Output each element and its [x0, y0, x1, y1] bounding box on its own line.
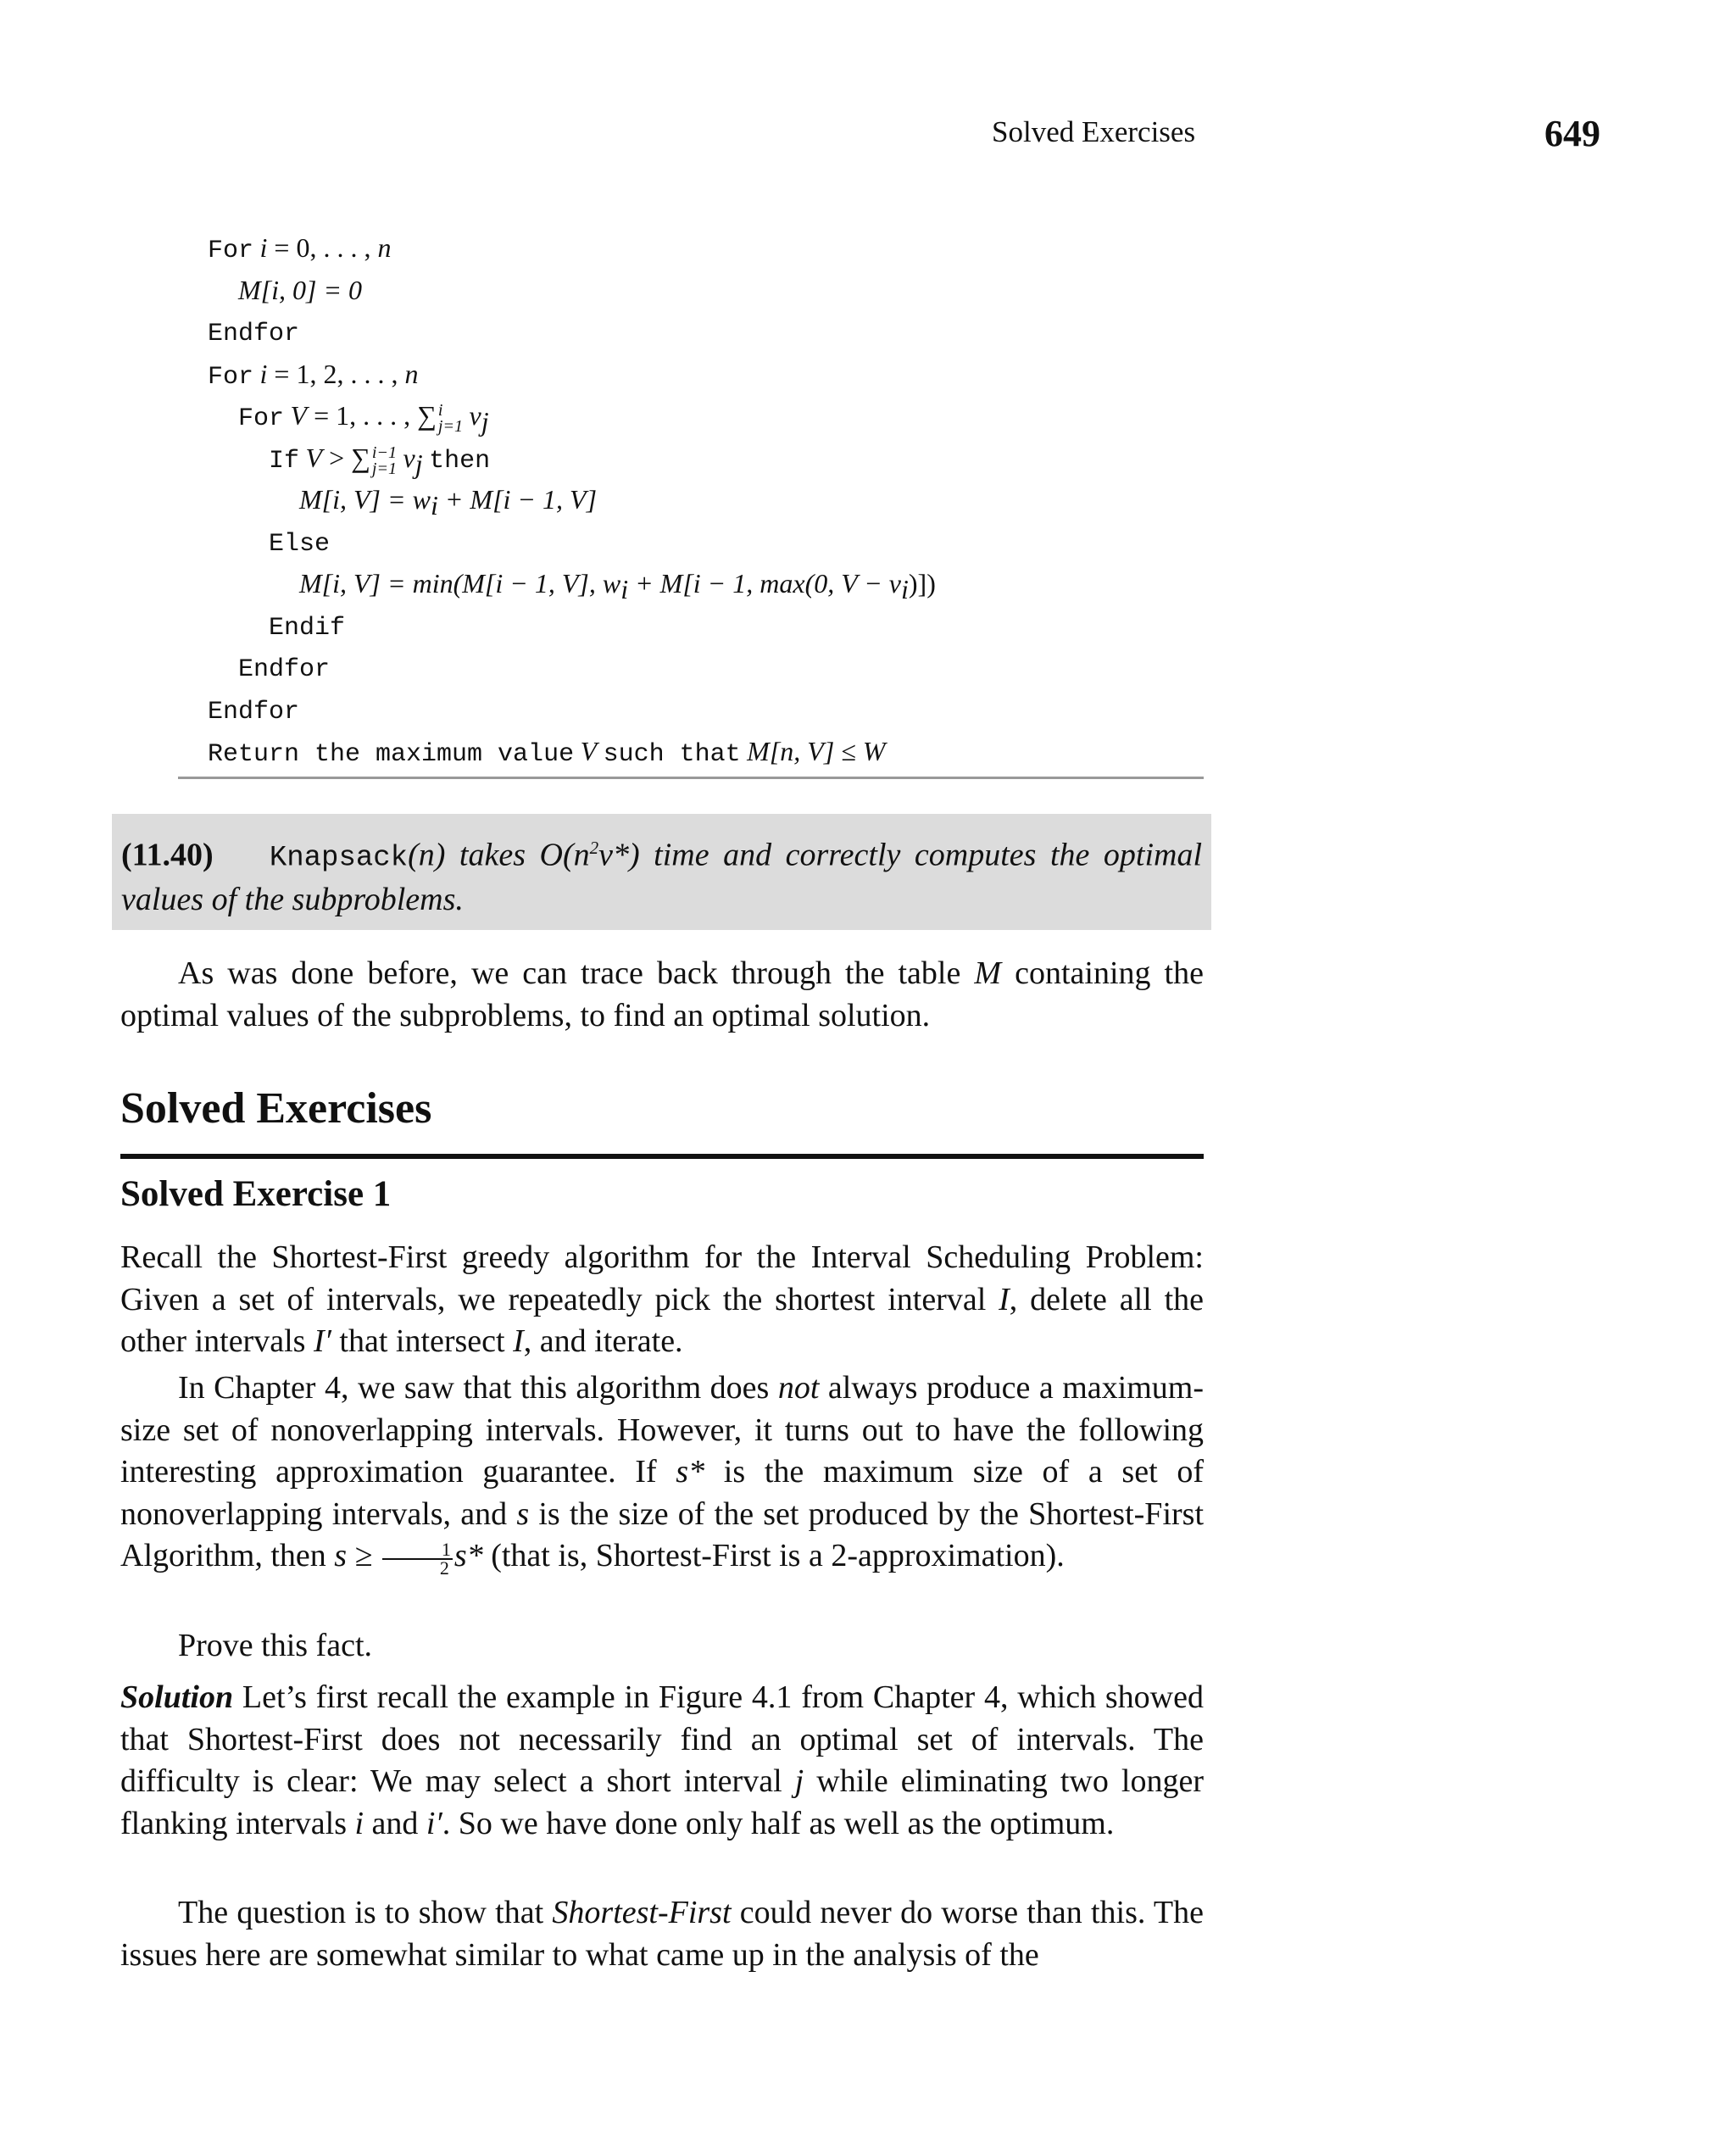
keyword: For: [208, 362, 254, 392]
code-line: Return the maximum value V such that M[n, V] ≤ W: [208, 736, 886, 769]
code-divider: [178, 777, 1204, 779]
fraction: $\frac{1}{2}$: [382, 1541, 453, 1577]
summation-symbol: ∑: [417, 400, 437, 431]
code-line: For i = 1, 2, . . . , n: [208, 358, 419, 392]
paragraph: The question is to show that Shortest-First could never do worse than this. The issues here are somewhat similar to what came up in the analysis of the: [120, 1895, 1204, 1973]
code-line: M[i, $V] = w_i + M[i - 1$, V]: [299, 484, 598, 521]
pseudocode-block: [208, 227, 1199, 773]
paragraph: In Chapter 4, we saw that this algorithm does not always produce a maximum-size set of nonoverlapping intervals. However, it turns out to have the following interesting approximation guarantee. If s* is the maximum size of a set of nonoverlapping intervals, and s is the size of the set produced by the Shortest-First Algorithm, then s ≥ $\frac{1}{2}$ s* (that is, Shortest-First is a 2-approximation).: [120, 1370, 1204, 1579]
keyword: For: [238, 404, 285, 433]
keyword: If: [269, 446, 300, 476]
code-line: [208, 605, 1199, 648]
theorem-number: (11.40): [121, 837, 214, 873]
keyword: Endfor: [208, 320, 300, 348]
keyword: Return the maximum value: [208, 740, 575, 769]
summation-limits: i−1 j=1: [371, 443, 397, 478]
page-number: 649: [1544, 113, 1600, 154]
theorem-algorithm-name: Knapsack: [269, 842, 409, 875]
paragraph: Prove this fact.: [178, 1628, 373, 1663]
keyword: Endfor: [208, 697, 300, 727]
code-line: [208, 311, 1199, 354]
code-line: For i = 0, . . . , n: [208, 232, 392, 265]
summation-symbol: ∑: [351, 442, 370, 473]
section-divider: [120, 1154, 1204, 1159]
solution-label: Solution: [120, 1679, 234, 1715]
code-line: For V = 1, . . . , ∑ i j=1 $v_j$: [238, 400, 489, 437]
theorem-statement: (11.40) Knapsack(n) takes $O(n^2v*)$ time and correctly computes the optimal values of the subproblems.: [121, 837, 1203, 917]
keyword: Endif: [269, 613, 346, 643]
code-line: [208, 689, 1199, 732]
keyword: then: [429, 446, 491, 476]
paragraph: Solution Let’s first recall the example in Figure 4.1 from Chapter 4, which showed that Shortest-First does not necessarily find an optimal set of intervals. The difficulty is clear: We may select a short interval j while eliminating two longer flanking intervals i and i′. So we have done only half as well as the optimum.: [120, 1679, 1204, 1841]
keyword: Else: [269, 529, 331, 559]
subsection-heading: Solved Exercise 1: [120, 1174, 392, 1214]
keyword: such that: [603, 740, 741, 769]
code-line: [208, 647, 1199, 689]
running-head: Solved Exercises: [992, 115, 1196, 148]
code-line: If V > ∑ i−1 j=1 $v_j$ then: [269, 442, 491, 479]
paragraph: Recall the Shortest-First greedy algorithm for the Interval Scheduling Problem: Given a set of intervals, we repeatedly pick the shortest interval I, delete all the other intervals I′ that intersect I, and iterate.: [120, 1239, 1204, 1359]
code-line: M[i, 0] = 0: [238, 274, 363, 305]
code-line: [208, 521, 1199, 564]
section-heading: Solved Exercises: [120, 1084, 432, 1133]
code-line: M[i, V] = min(M[i − 1, V], $w_i + M[i - 1$, max(0, $V - v_i$)]): [299, 568, 936, 604]
keyword: For: [208, 237, 254, 265]
summation-limits: i j=1: [437, 401, 463, 437]
keyword: Endfor: [238, 655, 331, 684]
paragraph: As was done before, we can trace back through the table M containing the optimal values of the subproblems, to find an optimal solution.: [120, 955, 1204, 1033]
